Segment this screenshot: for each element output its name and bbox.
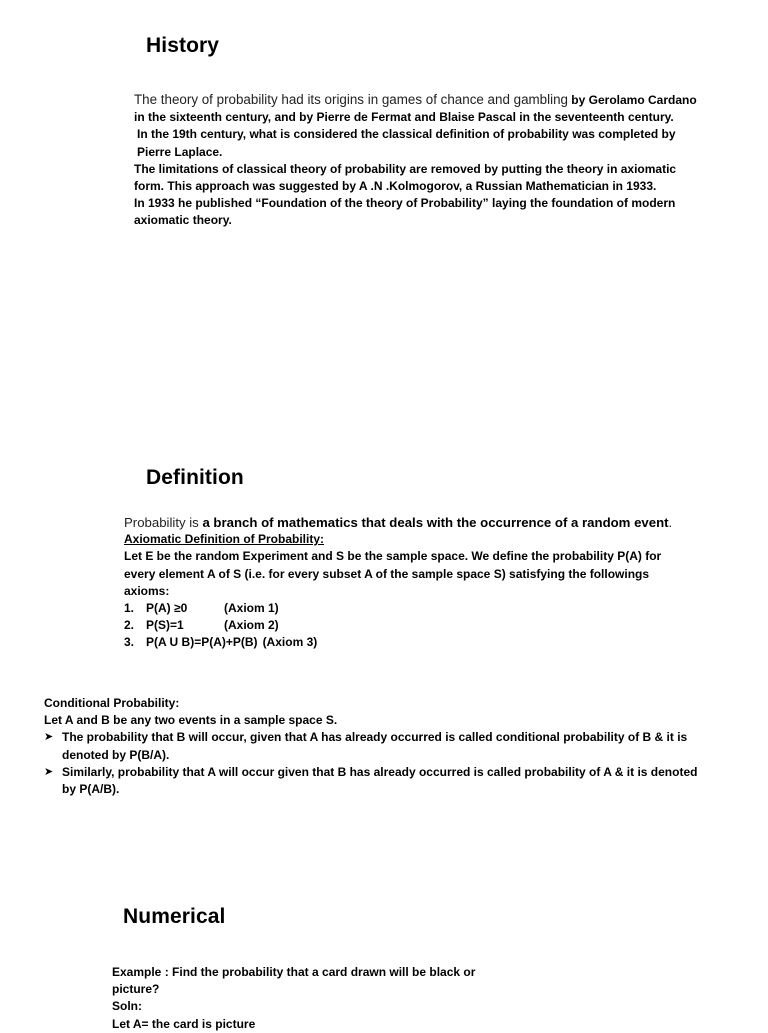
definition-lead-light: Probability is — [124, 515, 203, 530]
conditional-bullets — [44, 729, 704, 798]
history-para-1 — [134, 91, 704, 126]
axiom-item — [124, 617, 694, 634]
conditional-section — [44, 695, 704, 798]
numerical-heading: Numerical — [123, 905, 226, 928]
axiom-number: 1. — [124, 601, 135, 616]
numerical-example: Example : Find the probability that a card drawn will be black or picture? — [112, 965, 476, 997]
axiom-item — [124, 634, 694, 651]
list-item — [44, 764, 704, 798]
definition-heading: Definition — [146, 466, 244, 489]
axiom-expression: P(S)=1 — [146, 618, 184, 633]
history-lead-light: The theory of probability had its origins in games of chance and gambling — [134, 92, 568, 107]
axiom-label: (Axiom 1) — [224, 601, 279, 616]
list-item — [44, 729, 704, 763]
axiom-number: 2. — [124, 618, 135, 633]
numerical-line-1: Let A= the card is picture — [112, 1016, 256, 1031]
axiom-item — [124, 600, 694, 617]
definition-lead — [124, 514, 694, 531]
arrow-bullet-icon: ➤ — [44, 731, 54, 744]
axiom-number: 3. — [124, 635, 135, 650]
axiom-expression: P(A) ≥0 — [146, 601, 188, 616]
history-para-3: The limitations of classical theory of probability are removed by putting the theory in axiomatic form. This approach was suggested by A .N .Kolmogorov, a Russian Mathematician in 1933. — [134, 161, 677, 194]
arrow-bullet-icon: ➤ — [44, 765, 54, 778]
definition-section — [124, 514, 694, 652]
axiom-label: (Axiom 2) — [224, 618, 279, 633]
conditional-intro: Let A and B be any two events in a sample space S. — [44, 713, 338, 728]
history-heading: History — [146, 34, 220, 57]
axiomatic-definition-title: Axiomatic Definition of Probability: — [124, 532, 325, 547]
numerical-section — [112, 964, 492, 1033]
bullet-text: Similarly, probability that A will occur given that B has already occurred is called probability of A & it is denoted by P(A/B). — [62, 764, 698, 797]
history-para-2: In the 19th century, what is considered the classical definition of probability was completed by Pierre Laplace. — [137, 127, 676, 159]
conditional-title: Conditional Probability: — [44, 696, 180, 710]
history-lead-bold: by Gerolamo Cardano in the sixteenth century, and by Pierre de Fermat and Blaise Pascal in the seventeenth century. — [134, 93, 697, 125]
numerical-soln: Soln: — [112, 999, 142, 1014]
axiom-expression: P(A U B)=P(A)+P(B) — [146, 635, 258, 650]
bullet-text: The probability that B will occur, given that A has already occurred is called conditional probability of B & it is denoted by P(B/A). — [62, 730, 688, 762]
axiom-list — [124, 600, 694, 652]
definition-lead-bold: a branch of mathematics that deals with the occurrence of a random event — [202, 515, 669, 530]
history-section — [134, 91, 704, 230]
axiomatic-definition-text: Let E be the random Experiment and S be the sample space. We define the probability P(A) for every element A of S (i.e. for every subset A of the sample space S) satisfying the followings axioms: — [124, 549, 662, 598]
history-para-4: In 1933 he published “Foundation of the theory of Probability” laying the foundation of modern axiomatic theory. — [134, 196, 676, 228]
definition-lead-end: . — [668, 515, 673, 530]
axiom-label: (Axiom 3) — [262, 635, 318, 650]
